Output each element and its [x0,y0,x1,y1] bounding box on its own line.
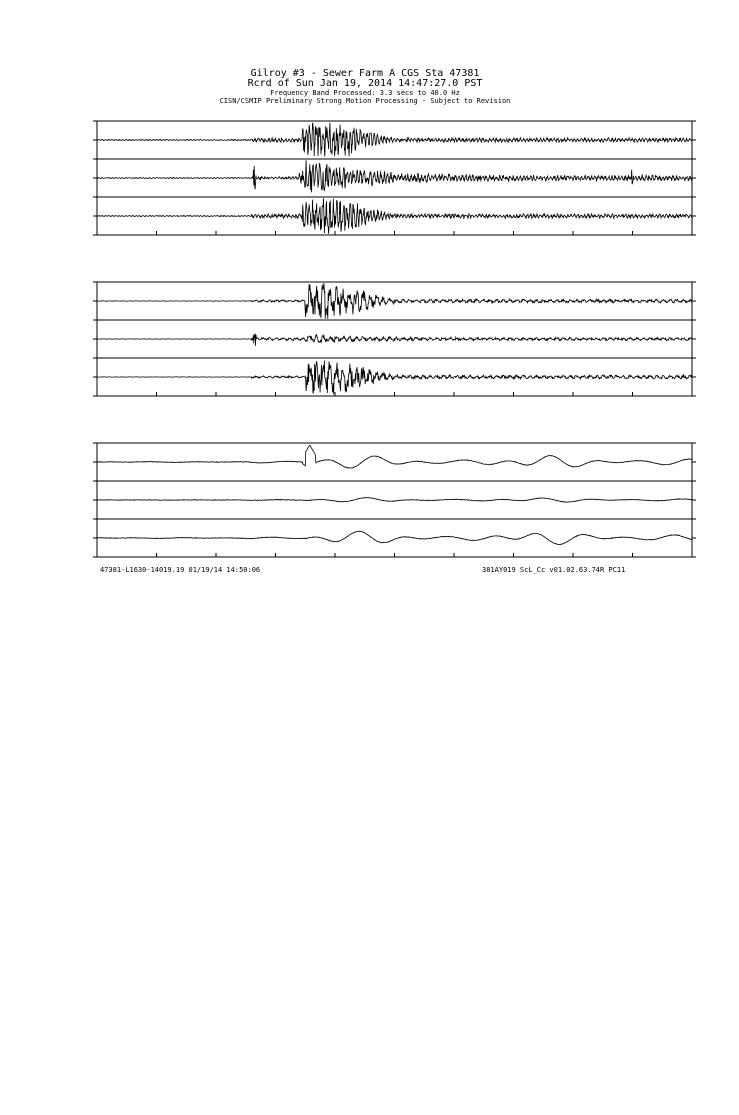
waveform-line [97,445,692,468]
panel-displacement [93,443,696,557]
record-date: Rcrd of Sun Jan 19, 2014 14:47:27.0 PST [247,78,483,89]
record-header [220,68,511,105]
waveform-line [97,160,692,192]
waveform-line [97,531,692,544]
waveform-line [97,283,692,319]
waveform-line [97,498,692,503]
channel-3 [93,519,696,557]
station-title: Gilroy #3 - Sewer Farm A CGS Sta 47381 [250,68,480,79]
channel-1 [93,121,696,159]
record-id-left: 47381-L1630-14019.19 01/19/14 14:50:06 [100,566,261,574]
waveform-line [97,361,692,395]
channel-3 [93,197,696,235]
frequency-band: Frequency Band Processed: 3.3 secs to 40.0 Hz [270,89,460,97]
record-id-right: 381AY019 ScL_Cc v01.02.63.74R PC11 [482,566,626,574]
processing-note: CISN/CSMIP Preliminary Strong Motion Processing - Subject to Revision [219,97,511,105]
waveform-line [97,123,692,157]
panel-acceleration [93,121,696,235]
waveform-line [97,198,692,234]
channel-1 [93,282,696,320]
channel-2 [93,481,696,519]
panel-velocity [93,282,696,396]
channel-1 [93,443,696,481]
channel-3 [93,358,696,396]
time-series-panels [93,121,696,557]
channel-2 [93,320,696,358]
waveform-line [97,334,692,346]
record-footer [100,566,625,574]
channel-2 [93,159,696,197]
